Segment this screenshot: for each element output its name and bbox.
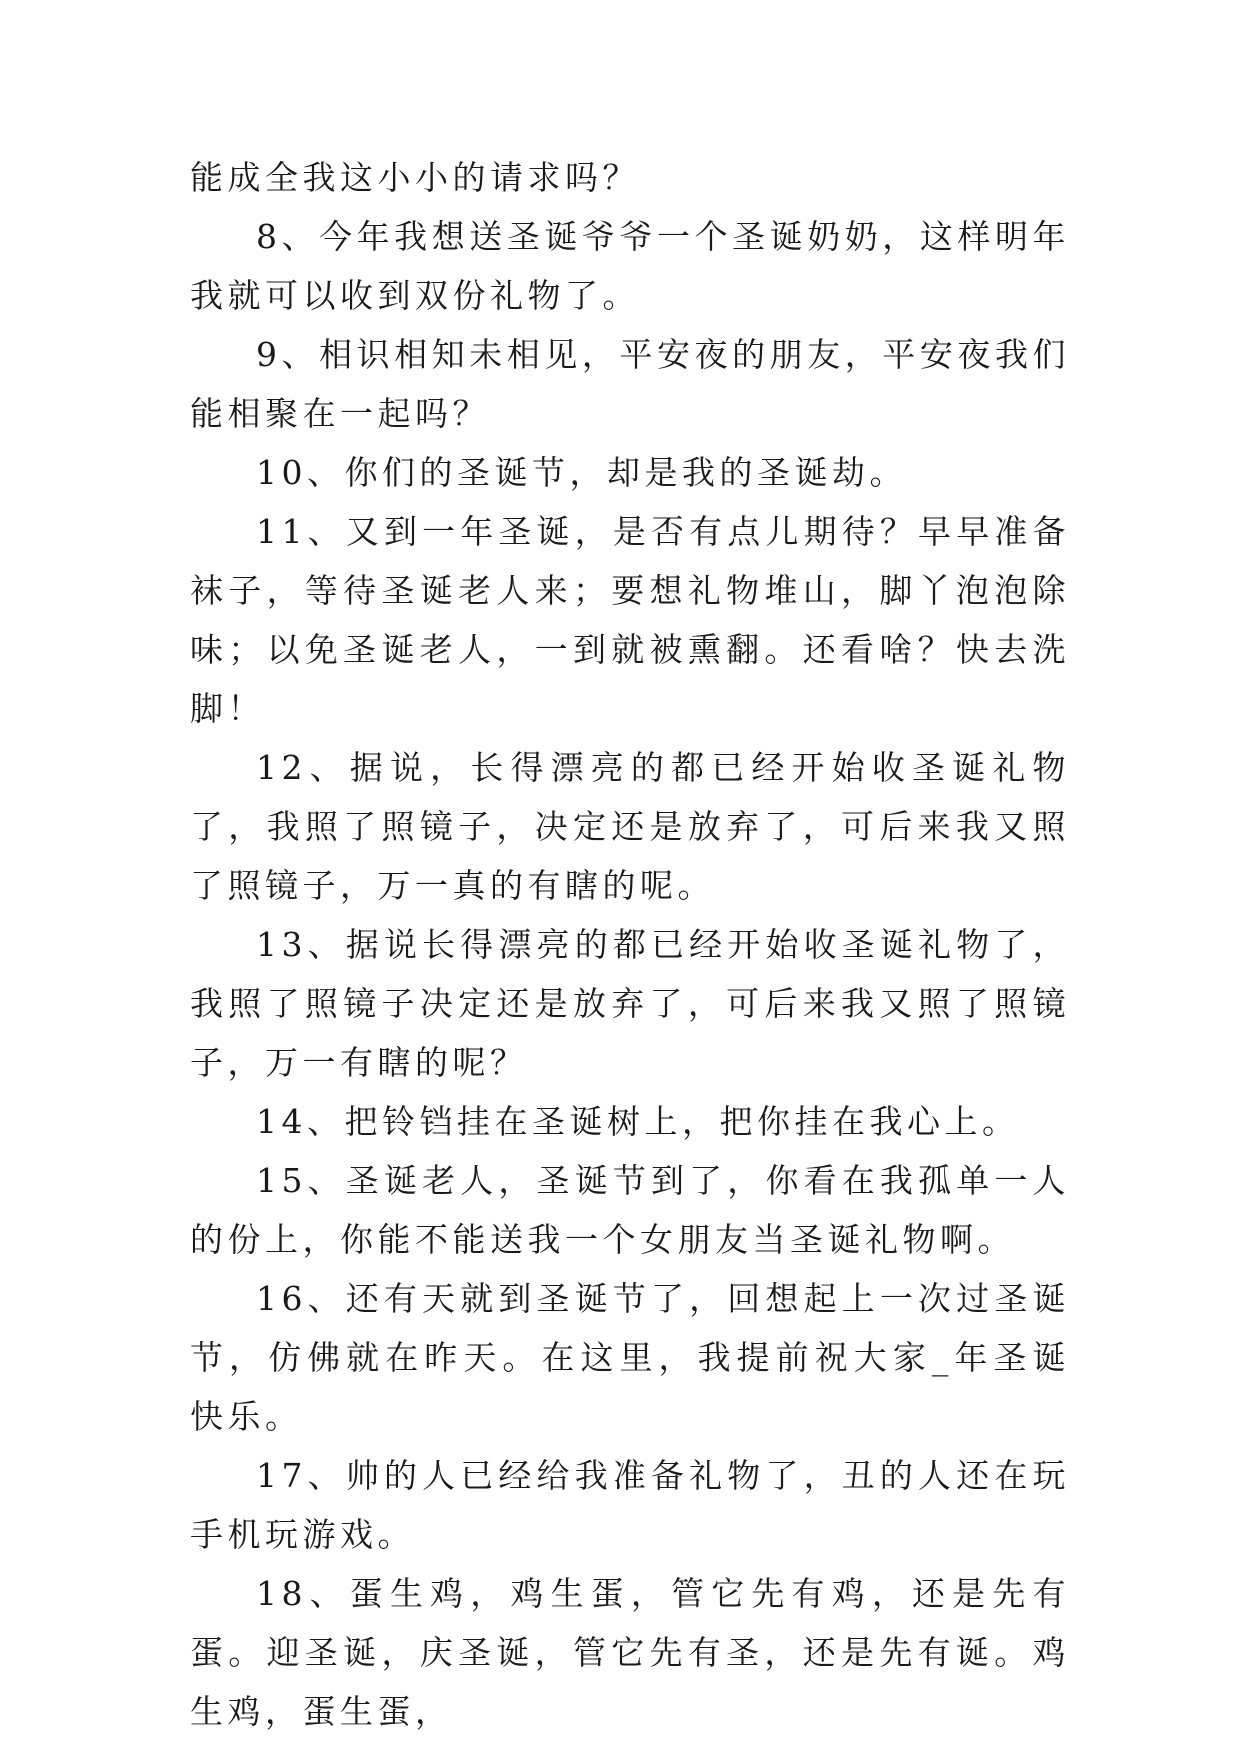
paragraph-item-9: 9、相识相知未相见，平安夜的朋友，平安夜我们能相聚在一起吗？ [190,335,1070,433]
document-body [190,148,1070,1741]
paragraph-item-18: 18、蛋生鸡，鸡生蛋，管它先有鸡，还是先有蛋。迎圣诞，庆圣诞，管它先有圣，还是先有诞。鸡生鸡，蛋生蛋， [190,1574,1070,1731]
paragraph-continuation: 能成全我这小小的请求吗？ [190,158,640,197]
paragraph-item-8: 8、今年我想送圣诞爷爷一个圣诞奶奶，这样明年我就可以收到双份礼物了。 [190,217,1070,315]
paragraph-item-17: 17、帅的人已经给我准备礼物了，丑的人还在玩手机玩游戏。 [190,1456,1070,1554]
paragraph-item-13: 13、据说长得漂亮的都已经开始收圣诞礼物了，我照了照镜子决定还是放弃了，可后来我又照了照镜子，万一有瞎的呢？ [190,925,1070,1082]
paragraph-item-12: 12、据说，长得漂亮的都已经开始收圣诞礼物了，我照了照镜子，决定还是放弃了，可后来我又照了照镜子，万一真的有瞎的呢。 [190,748,1070,905]
paragraph-item-11: 11、又到一年圣诞，是否有点儿期待？早早准备袜子，等待圣诞老人来；要想礼物堆山，脚丫泡泡除味；以免圣诞老人，一到就被熏翻。还看啥？快去洗脚！ [190,512,1070,728]
paragraph-item-16: 16、还有天就到圣诞节了，回想起上一次过圣诞节，仿佛就在昨天。在这里，我提前祝大家_年圣诞快乐。 [190,1279,1070,1436]
paragraph-item-15: 15、圣诞老人，圣诞节到了，你看在我孤单一人的份上，你能不能送我一个女朋友当圣诞礼物啊。 [190,1161,1070,1259]
paragraph-item-14: 14、把铃铛挂在圣诞树上，把你挂在我心上。 [256,1102,1020,1141]
paragraph-item-10: 10、你们的圣诞节，却是我的圣诞劫。 [256,453,907,492]
